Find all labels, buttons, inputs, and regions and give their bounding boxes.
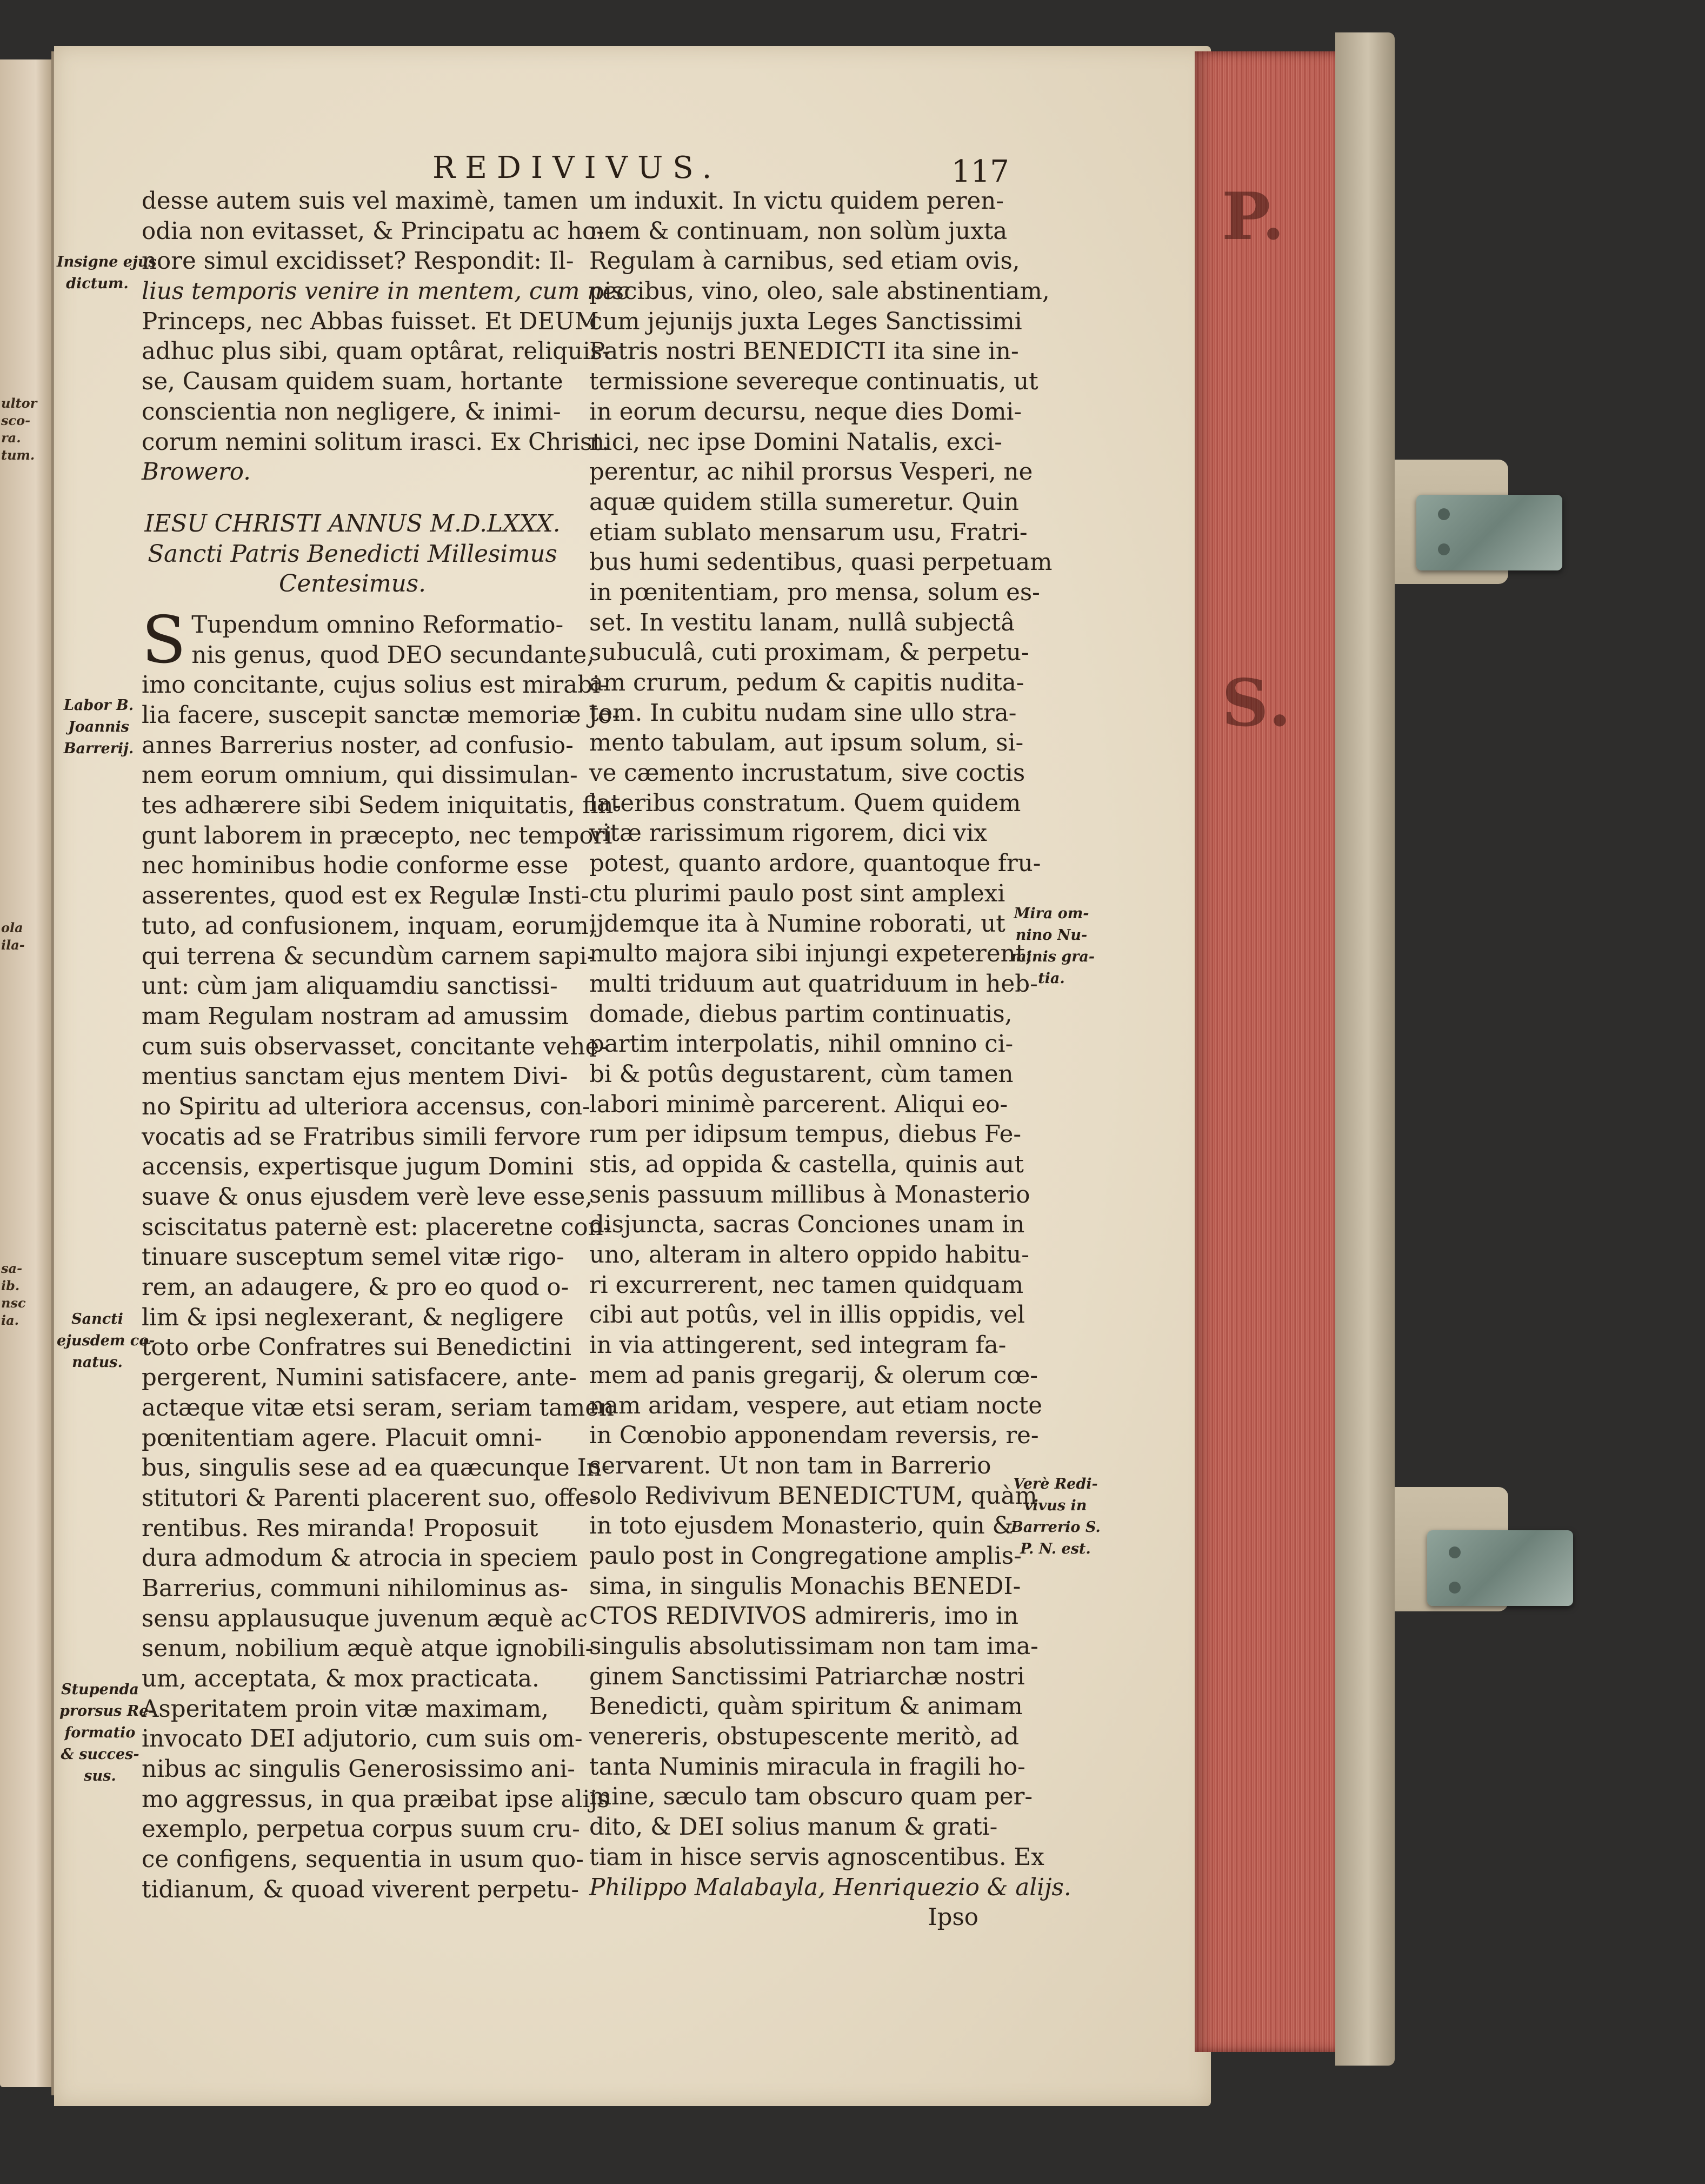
text-line: stis, ad oppida & castella, quinis aut [589, 1151, 1024, 1178]
text-line: nici, nec ipse Domini Natalis, exci- [589, 428, 1002, 456]
text-line: in toto ejusdem Monasterio, quin & [589, 1512, 1014, 1540]
text-line: vocatis ad se Fratribus simili fervore [142, 1123, 581, 1151]
fore-edge-marking: S. [1222, 665, 1294, 741]
text-line: sensu applausuque juvenum æquè ac [142, 1605, 588, 1632]
note-line: Labor B. [63, 697, 134, 714]
text-line: dura admodum & atrocia in speciem [142, 1545, 578, 1572]
text-line: sima, in singulis Monachis BENEDI- [589, 1572, 1021, 1600]
text-line: in eorum decursu, neque dies Domi- [589, 398, 1022, 426]
text-line: paulo post in Congregatione amplis- [589, 1542, 1022, 1570]
text-line: um, acceptata, & mox practicata. [142, 1665, 540, 1692]
text-line: invocato DEI adjutorio, cum suis om- [142, 1725, 583, 1753]
text-line: corum nemini solitum irasci. Ex Christ. [142, 428, 609, 456]
note-line: Joannis [68, 719, 129, 735]
facing-page-note-a [1, 395, 39, 464]
fragment-line: nsc [1, 1295, 26, 1311]
text-line: desse autem suis vel maximè, tamen [142, 188, 578, 215]
text-line: accensis, expertisque jugum Domini [142, 1153, 574, 1181]
text-line: ginem Sanctissimi Patriarchæ nostri [589, 1663, 1025, 1690]
fragment-line: ola [1, 920, 23, 935]
text-line: ce configens, sequentia in usum quo- [142, 1846, 584, 1874]
text-line: Benedicti, quàm spiritum & animam [589, 1693, 1023, 1721]
text-line: labori minimè parcerent. Aliqui eo- [589, 1091, 1008, 1118]
text-line: Philippo Malabayla, Henriquezio & alijs. [589, 1874, 1071, 1901]
text-line: annes Barrerius noster, ad confusio- [142, 732, 574, 759]
text-line: ijdemque ita à Numine roborati, ut [589, 910, 1005, 938]
text-line: nam aridam, vespere, aut etiam nocte [589, 1392, 1042, 1419]
text-line: rentibus. Res miranda! Proposuit [142, 1515, 538, 1542]
text-line: cum jejunijs juxta Leges Sanctissimi [589, 308, 1022, 335]
text-line: mem ad panis gregarij, & olerum cœ- [589, 1362, 1038, 1389]
note-line: Sancti [71, 1311, 123, 1327]
text-line: lim & ipsi neglexerant, & negligere [142, 1304, 564, 1331]
text-line: pergerent, Numini satisfacere, ante- [142, 1364, 577, 1392]
text-line: ve cæmento incrustatum, sive coctis [589, 760, 1025, 787]
note-line: vivus in [1024, 1497, 1087, 1514]
fragment-line: tum. [1, 447, 35, 463]
text-line: singulis absolutissimam non tam ima- [589, 1633, 1038, 1660]
text-line: lius temporis venire in mentem, cum nec [142, 278, 630, 306]
text-line: mine, sæculo tam obscuro quam per- [589, 1783, 1033, 1811]
text-line: termissione severeque continuatis, ut [589, 368, 1038, 396]
facing-page-note-b [1, 919, 39, 954]
text-line: tanta Numinis miracula in fragili ho- [589, 1753, 1025, 1781]
note-line: prorsus Re- [59, 1703, 155, 1720]
text-line: partim interpolatis, nihil omnino ci- [589, 1031, 1014, 1058]
text-line: mentius sanctam ejus mentem Divi- [142, 1063, 568, 1091]
text-line: senum, nobilium æquè atque ignobili- [142, 1635, 594, 1663]
text-line: CTOS REDIVIVOS admireris, imo in [589, 1603, 1018, 1630]
text-line: Browero. [142, 459, 251, 486]
note-line: formatio [64, 1724, 136, 1741]
fragment-line: ra. [1, 430, 21, 446]
text-line: conscientia non negligere, & inimi- [142, 398, 561, 426]
clasp-upper-icon [1416, 495, 1562, 570]
section-heading: Centesimus. [279, 570, 426, 598]
note-line: sus. [84, 1768, 116, 1784]
text-line: mento tabulam, aut ipsum solum, si- [589, 729, 1024, 757]
text-line: Patris nostri BENEDICTI ita sine in- [589, 338, 1019, 366]
margin-note-sancti [57, 1309, 155, 1373]
text-line: tuto, ad confusionem, inquam, eorum, [142, 912, 596, 940]
text-line: adhuc plus sibi, quam optârat, reliquis- [142, 338, 610, 366]
text-line: subuculâ, cuti proximam, & perpetu- [589, 639, 1029, 667]
text-line: lia facere, suscepit sanctæ memoriæ Jo- [142, 702, 620, 729]
facing-page-note-c [1, 1260, 39, 1329]
text-line: solo Redivivum BENEDICTUM, quàm [589, 1482, 1037, 1510]
text-line: vitæ rarissimum rigorem, dici vix [589, 820, 988, 847]
text-line: bi & potûs degustarent, cùm tamen [589, 1060, 1014, 1088]
text-line: potest, quanto ardore, quantoque fru- [589, 850, 1041, 878]
note-line: minis gra- [1011, 948, 1095, 965]
text-line: perentur, ac nihil prorsus Vesperi, ne [589, 459, 1033, 486]
text-line: uno, alteram in altero oppido habitu- [589, 1242, 1029, 1269]
text-line: servarent. Ut non tam in Barrerio [589, 1452, 991, 1479]
note-line: Mira om- [1014, 905, 1089, 922]
margin-note-labor [59, 695, 138, 760]
text-line: ctu plurimi paulo post sint amplexi [589, 880, 1005, 907]
note-line: Barrerij. [63, 740, 134, 757]
text-line: sciscitatus paternè est: placeretne con- [142, 1213, 611, 1241]
drop-cap-paragraph [142, 602, 595, 678]
text-line: disjuncta, sacras Conciones unam in [589, 1211, 1025, 1239]
note-line: Verè Redi- [1013, 1476, 1098, 1492]
text-line: nore simul excidisset? Respondit: Il- [142, 248, 574, 275]
left-text-column [142, 187, 630, 1906]
text-line: suave & onus ejusdem verè leve esse, [142, 1184, 593, 1211]
note-line: & succes- [61, 1746, 139, 1763]
note-line: Insigne ejus [57, 254, 157, 270]
text-line: rum per idipsum tempus, diebus Fe- [589, 1121, 1022, 1149]
note-line: dictum. [66, 275, 129, 292]
text-line: odia non evitasset, & Principatu ac ho- [142, 217, 604, 245]
book-cover-edge [1335, 32, 1395, 2066]
facing-page-edge [0, 59, 51, 2087]
text-line: set. In vestitu lanam, nullâ subjectâ [589, 609, 1015, 636]
text-line: no Spiritu ad ulteriora accensus, con- [142, 1093, 590, 1120]
text-line: Barrerius, communi nihilominus as- [142, 1575, 569, 1602]
text-line: nibus ac singulis Generosissimo ani- [142, 1756, 576, 1783]
page-number: 117 [951, 154, 1009, 189]
text-line: bus humi sedentibus, quasi perpetuam [589, 549, 1053, 576]
text-line: Tupendum omnino Reformatio- [191, 611, 564, 639]
text-line: tes adhærere sibi Sedem iniquitatis, fin- [142, 792, 622, 820]
fragment-line: sa- [1, 1260, 23, 1276]
text-line: in pœnitentiam, pro mensa, solum es- [589, 579, 1040, 606]
text-line: tidianum, & quoad viverent perpetu- [142, 1876, 580, 1903]
fragment-line: ia. [1, 1312, 19, 1328]
text-line: etiam sublato mensarum usu, Fratri- [589, 519, 1028, 546]
text-line: domade, diebus partim continuatis, [589, 1000, 1013, 1028]
section-heading: IESU CHRISTI ANNUS M.D.LXXX. [144, 510, 561, 537]
text-line: Princeps, nec Abbas fuisset. Et DEUM [142, 308, 599, 335]
text-line: tem. In cubitu nudam sine ullo stra- [589, 699, 1017, 727]
note-line: natus. [72, 1354, 123, 1371]
clasp-lower-icon [1427, 1530, 1573, 1606]
text-line: actæque vitæ etsi seram, seriam tamen [142, 1394, 614, 1422]
text-line: qui terrena & secundùm carnem sapi- [142, 942, 595, 970]
text-line: senis passuum millibus à Monasterio [589, 1181, 1030, 1209]
text-line: gunt laborem in præcepto, nec tempori [142, 822, 612, 849]
text-line: mo aggressus, in qua præibat ipse alijs [142, 1785, 610, 1813]
text-line: nem & continuam, non solùm juxta [589, 217, 1008, 245]
text-line: rem, an adaugere, & pro eo quod o- [142, 1274, 569, 1302]
text-line: exemplo, perpetua corpus suum cru- [142, 1816, 580, 1843]
margin-note-vere [1011, 1473, 1100, 1560]
text-line: lateribus constratum. Quem quidem [589, 789, 1021, 817]
text-line: Asperitatem proin vitæ maximam, [142, 1695, 549, 1723]
fragment-line: ib. [1, 1278, 20, 1293]
note-line: P. N. est. [1020, 1541, 1091, 1557]
text-line: um induxit. In victu quidem peren- [589, 188, 1004, 215]
text-line: cum suis observasset, concitante vehe- [142, 1033, 607, 1060]
margin-note-stupenda [59, 1679, 155, 1787]
text-line: nec hominibus hodie conforme esse [142, 852, 569, 880]
text-line: toto orbe Confratres sui Benedictini [142, 1334, 572, 1362]
note-line: ejusdem co- [57, 1332, 155, 1349]
text-line: cibi aut potûs, vel in illis oppidis, vel [589, 1302, 1025, 1329]
fragment-line: ila- [1, 937, 25, 953]
text-line: ri excurrerent, nec tamen quidquam [589, 1271, 1024, 1299]
text-line: se, Causam quidem suam, hortante [142, 368, 563, 396]
section-heading: Sancti Patris Benedicti Millesimus [148, 540, 557, 568]
running-title: REDIVIVUS. [432, 150, 722, 185]
note-line: tia. [1038, 970, 1065, 987]
text-line: mam Regulam nostram ad amussim [142, 1003, 569, 1030]
text-line: am crurum, pedum & capitis nudita- [589, 669, 1024, 696]
text-line: venereris, obstupescente meritò, ad [589, 1723, 1020, 1751]
note-line: Barrerio S. [1011, 1519, 1101, 1536]
margin-note-mira [1011, 903, 1095, 990]
text-line: in Cœnobio apponendam reversis, re- [589, 1422, 1039, 1450]
note-line: Stupenda [61, 1681, 139, 1698]
text-line: asserentes, quod est ex Regulæ Insti- [142, 882, 589, 910]
text-line: piscibus, vino, oleo, sale abstinentiam, [589, 278, 1050, 306]
fragment-line: sco- [1, 413, 31, 428]
text-line: imo concitante, cujus solius est mirabi- [142, 672, 608, 699]
text-line: dito, & DEI solius manum & grati- [589, 1814, 998, 1841]
catchword: Ipso [928, 1904, 978, 1931]
text-line: multi triduum aut quatriduum in heb- [589, 970, 1038, 998]
text-line: aquæ quidem stilla sumeretur. Quin [589, 488, 1019, 516]
text-line: Regulam à carnibus, sed etiam ovis, [589, 248, 1020, 275]
text-line: stitutori & Parenti placerent suo, offe- [142, 1484, 597, 1512]
text-line: in via attingerent, sed integram fa- [589, 1332, 1007, 1359]
fragment-line: ultor [1, 395, 37, 411]
text-line: nem eorum omnium, qui dissimulan- [142, 762, 578, 789]
fore-edge-marking: P. [1222, 178, 1287, 255]
text-line: multo majora sibi injungi expeterent; [589, 940, 1033, 968]
drop-cap: S [142, 602, 187, 678]
note-line: nino Nu- [1015, 927, 1088, 944]
text-line: tinuare susceptum semel vitæ rigo- [142, 1244, 564, 1271]
margin-note-insigne [57, 251, 157, 295]
text-line: unt: cùm jam aliquamdiu sanctissi- [142, 973, 558, 1000]
text-line: pœnitentiam agere. Placuit omni- [142, 1424, 542, 1452]
text-line: tiam in hisce servis agnoscentibus. Ex [589, 1843, 1044, 1871]
red-fore-edge [1195, 51, 1351, 2052]
text-line: bus, singulis sese ad ea quæcunque In- [142, 1455, 610, 1482]
text-line: nis genus, quod DEO secundante, [191, 641, 595, 669]
